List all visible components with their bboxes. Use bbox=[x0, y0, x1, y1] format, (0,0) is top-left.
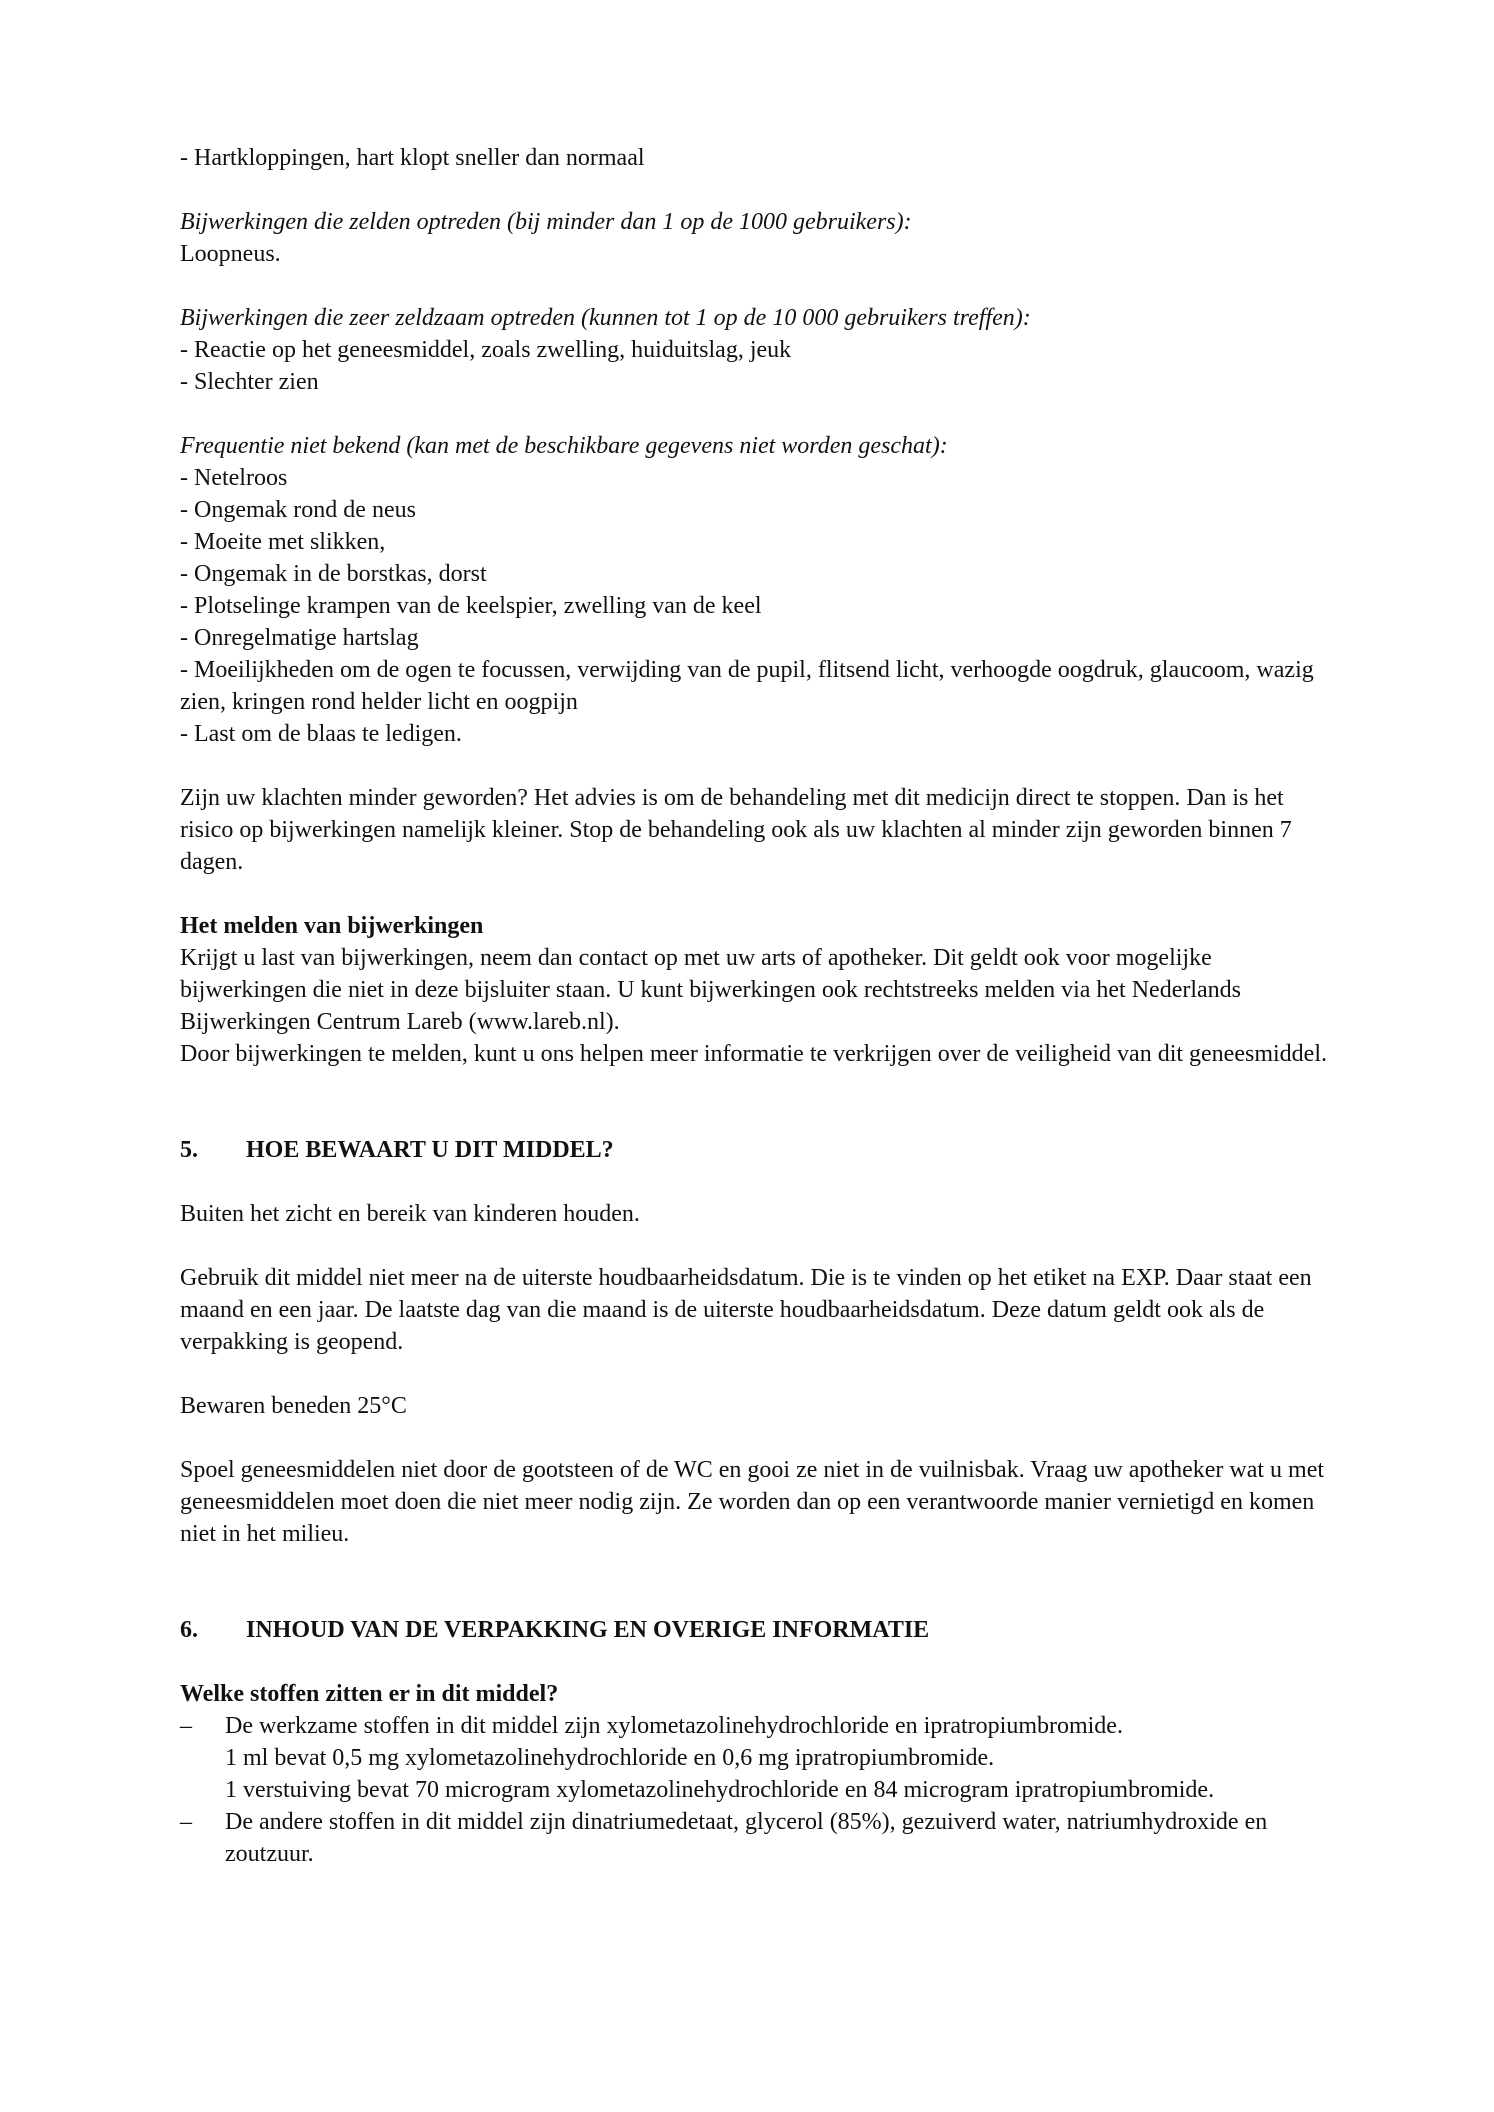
section-number: 5. bbox=[180, 1137, 198, 1163]
reporting-paragraph: Krijgt u last van bijwerkingen, neem dan contact op met uw arts of apotheker. Dit geldt ook voor mogelijke bijwerkingen die niet in deze bijsluiter staan. U kunt bijwerkingen ook rechtstreeks melden via het Nederlands Bijwerkingen Centrum Lareb (www.lareb.nl). bbox=[180, 945, 1242, 1035]
ingredient-line: De werkzame stoffen in dit middel zijn xylometazolinehydrochloride en ipratropiumbromide. bbox=[225, 1713, 1123, 1739]
section-title: INHOUD VAN DE VERPAKKING EN OVERIGE INFORMATIE bbox=[246, 1617, 930, 1643]
reporting-heading: Het melden van bijwerkingen bbox=[180, 913, 484, 939]
advice-paragraph: Zijn uw klachten minder geworden? Het advies is om de behandeling met dit medicijn direct te stoppen. Dan is het risico op bijwerkingen namelijk kleiner. Stop de behandeling ook als uw klachten al minder zijn geworden binnen 7 dagen. bbox=[180, 785, 1292, 875]
document-page bbox=[180, 142, 1340, 1870]
storage-paragraph: Buiten het zicht en bereik van kinderen houden. bbox=[180, 1201, 640, 1227]
side-effect-item: - Slechter zien bbox=[180, 369, 319, 395]
ingredient-line: 1 verstuiving bevat 70 microgram xylometazolinehydrochloride en 84 microgram ipratropiumbromide. bbox=[225, 1777, 1215, 1803]
side-effect-item: - Netelroos bbox=[180, 465, 288, 491]
ingredient-list-item bbox=[180, 1710, 1340, 1806]
ingredient-line: De andere stoffen in dit middel zijn dinatriumedetaat, glycerol (85%), gezuiverd water, natriumhydroxide en zoutzuur. bbox=[225, 1809, 1268, 1867]
very-rare-heading: Bijwerkingen die zeer zeldzaam optreden (kunnen tot 1 op de 10 000 gebruikers treffen): bbox=[180, 305, 1031, 331]
ingredient-list-item bbox=[180, 1806, 1340, 1870]
side-effect-item: - Moeite met slikken, bbox=[180, 529, 386, 555]
ingredients-subheading: Welke stoffen zitten er in dit middel? bbox=[180, 1681, 559, 1707]
side-effect-item: - Ongemak rond de neus bbox=[180, 497, 416, 523]
side-effect-item: - Plotselinge krampen van de keelspier, zwelling van de keel bbox=[180, 593, 762, 619]
storage-paragraph: Bewaren beneden 25°C bbox=[180, 1393, 407, 1419]
side-effect-item: Loopneus. bbox=[180, 241, 281, 267]
side-effect-item: - Onregelmatige hartslag bbox=[180, 625, 419, 651]
side-effect-item: - Ongemak in de borstkas, dorst bbox=[180, 561, 487, 587]
reporting-paragraph: Door bijwerkingen te melden, kunt u ons helpen meer informatie te verkrijgen over de veiligheid van dit geneesmiddel. bbox=[180, 1041, 1327, 1067]
side-effect-item: - Hartkloppingen, hart klopt sneller dan normaal bbox=[180, 145, 645, 171]
side-effect-item: - Last om de blaas te ledigen. bbox=[180, 721, 462, 747]
section-5-heading bbox=[180, 1134, 1340, 1166]
side-effect-item: - Moeilijkheden om de ogen te focussen, verwijding van de pupil, flitsend licht, verhoogde oogdruk, glaucoom, wazig zien, kringen rond helder licht en oogpijn bbox=[180, 657, 1314, 715]
dash-bullet: – bbox=[180, 1809, 192, 1835]
side-effect-item: - Reactie op het geneesmiddel, zoals zwelling, huiduitslag, jeuk bbox=[180, 337, 792, 363]
section-title: HOE BEWAART U DIT MIDDEL? bbox=[246, 1137, 614, 1163]
section-6-heading bbox=[180, 1614, 1340, 1646]
unknown-frequency-heading: Frequentie niet bekend (kan met de beschikbare gegevens niet worden geschat): bbox=[180, 433, 948, 459]
ingredient-line: 1 ml bevat 0,5 mg xylometazolinehydrochloride en 0,6 mg ipratropiumbromide. bbox=[225, 1745, 995, 1771]
storage-paragraph: Gebruik dit middel niet meer na de uiterste houdbaarheidsdatum. Die is te vinden op het etiket na EXP. Daar staat een maand en een jaar. De laatste dag van die maand is de uiterste houdbaarheidsdatum. Deze datum geldt ook als de verpakking is geopend. bbox=[180, 1265, 1312, 1355]
rare-heading: Bijwerkingen die zelden optreden (bij minder dan 1 op de 1000 gebruikers): bbox=[180, 209, 912, 235]
storage-paragraph: Spoel geneesmiddelen niet door de gootsteen of de WC en gooi ze niet in de vuilnisbak. Vraag uw apotheker wat u met geneesmiddelen moet doen die niet meer nodig zijn. Ze worden dan op een verantwoorde manier vernietigd en komen niet in het milieu. bbox=[180, 1457, 1325, 1547]
dash-bullet: – bbox=[180, 1713, 192, 1739]
section-number: 6. bbox=[180, 1617, 198, 1643]
